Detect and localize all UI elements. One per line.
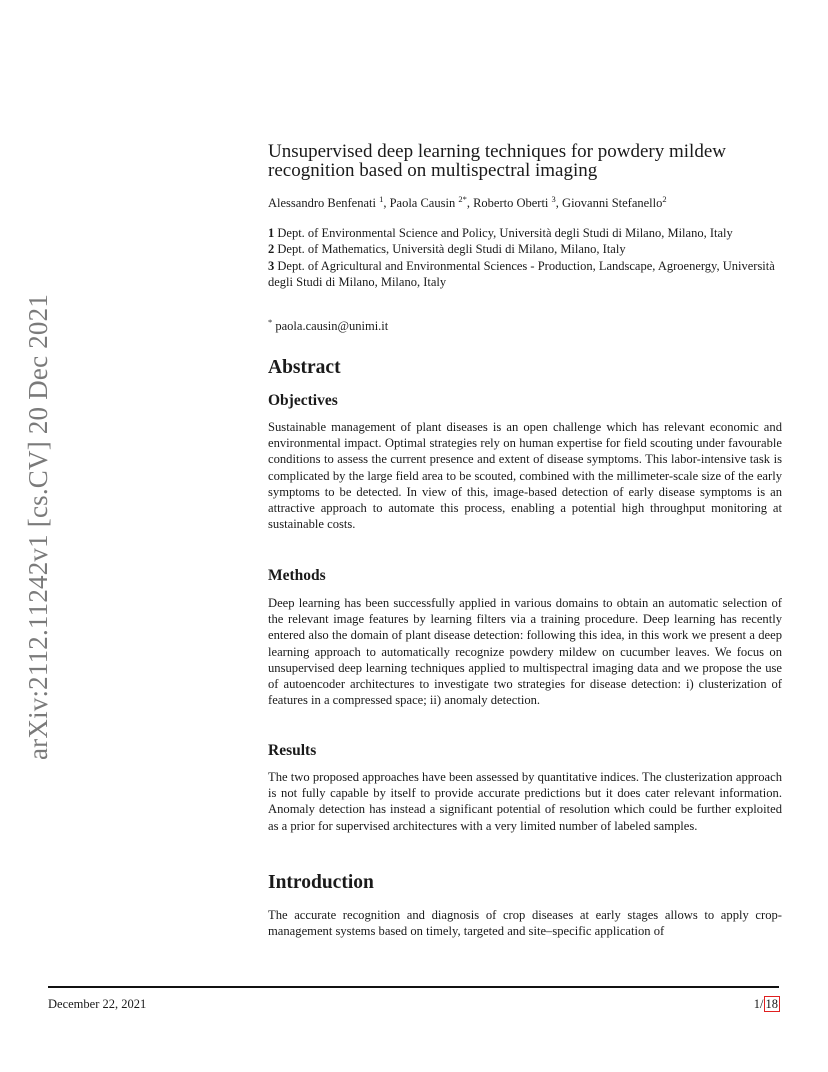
affiliation-number: 3 — [268, 258, 275, 273]
author-affiliation-mark: 2* — [458, 193, 467, 204]
abstract-heading: Abstract — [268, 357, 341, 378]
affiliation-number: 1 — [268, 226, 275, 240]
affiliation-number: 2 — [268, 242, 275, 257]
corresponding-email — [268, 318, 782, 334]
objectives-paragraph: Sustainable management of plant diseases is an open challenge which has relevant economic and environmental impact. Optimal strategies rely on human expertise for field scouting under favourable conditions to assess the current presence and extent of disease symptoms. This labor-intensive task is complicated by the large field area to be scouted, combined with the millimeter-scale size of the early symptoms to be detected. In view of this, image-based detection of early disease symptoms is an attractive approach to automate this process, enabling a potential high throughput monitoring at sustainable costs. — [268, 420, 782, 532]
author-name: Roberto Oberti — [473, 196, 549, 210]
methods-heading: Methods — [268, 567, 326, 584]
paper-title: Unsupervised deep learning techniques for powdery mildew recognition based on multispectral imaging — [268, 141, 726, 181]
affiliation-list — [268, 225, 782, 290]
total-pages-link[interactable]: 18 — [765, 997, 778, 1011]
affiliation-item — [268, 225, 782, 241]
methods-paragraph: Deep learning has been successfully applied in various domains to obtain an automatic selection of the relevant image features by learning filters via a training procedure. Deep learning has recently entered also the domain of plant disease detection: following this idea, in this work we present a deep learning approach to automatically recognize powdery mildew on cucumber leaves. We focus on unsupervised deep learning techniques applied to multispectral imaging data and we propose the use of autoencoder architectures to investigate two strategies for disease detection: i) clusterization of features in a compressed space; ii) anomaly detection. — [268, 596, 782, 708]
results-heading: Results — [268, 742, 317, 759]
author-name: Alessandro Benfenati — [268, 196, 376, 210]
results-paragraph: The two proposed approaches have been assessed by quantitative indices. The clusterization approach is not fully capable by itself to provide accurate predictions but it does cater relevant information. Anomaly detection has instead a significant potential of resolution which could be further exploited as a prior for supervised architectures with a very limited number of labeled samples. — [268, 770, 782, 833]
author-list: Alessandro Benfenati $^1$, Paola Causin $^{2*}$, Roberto Oberti $^3$, Giovanni Stefanello$^2$ — [268, 193, 667, 210]
affiliation-item — [268, 241, 782, 257]
footer-divider — [48, 986, 779, 988]
current-page: 1/ — [753, 997, 764, 1011]
corresponding-mark: * — [268, 316, 273, 327]
introduction-paragraph: The accurate recognition and diagnosis of crop diseases at early stages allows to apply crop-management systems based on timely, targeted and site–specific application of — [268, 908, 782, 939]
author-affiliation-mark: 2 — [662, 193, 667, 204]
email-address: paola.causin@unimi.it — [275, 319, 389, 333]
objectives-heading: Objectives — [268, 392, 338, 409]
author-affiliation-mark: 1 — [379, 193, 384, 204]
affiliation-item — [268, 258, 782, 291]
affiliation-text: Dept. of Environmental Science and Policy, Università degli Studi di Milano, Milano, Italy — [277, 226, 733, 240]
arxiv-stamp: arXiv:2112.11242v1 [cs.CV] 20 Dec 2021 — [23, 293, 53, 760]
author-name: Paola Causin — [389, 196, 456, 210]
author-affiliation-mark: 3 — [551, 193, 556, 204]
introduction-heading: Introduction — [268, 872, 374, 893]
affiliation-text: Dept. of Mathematics, Università degli Studi di Milano, Milano, Italy — [277, 242, 626, 257]
affiliation-text: Dept. of Agricultural and Environmental Sciences - Production, Landscape, Agroenergy, Università degli Studi di Milano, Milano, Italy — [268, 258, 775, 289]
page-indicator — [754, 996, 780, 1012]
author-name: Giovanni Stefanello — [562, 196, 663, 210]
footer-date: December 22, 2021 — [48, 997, 147, 1011]
